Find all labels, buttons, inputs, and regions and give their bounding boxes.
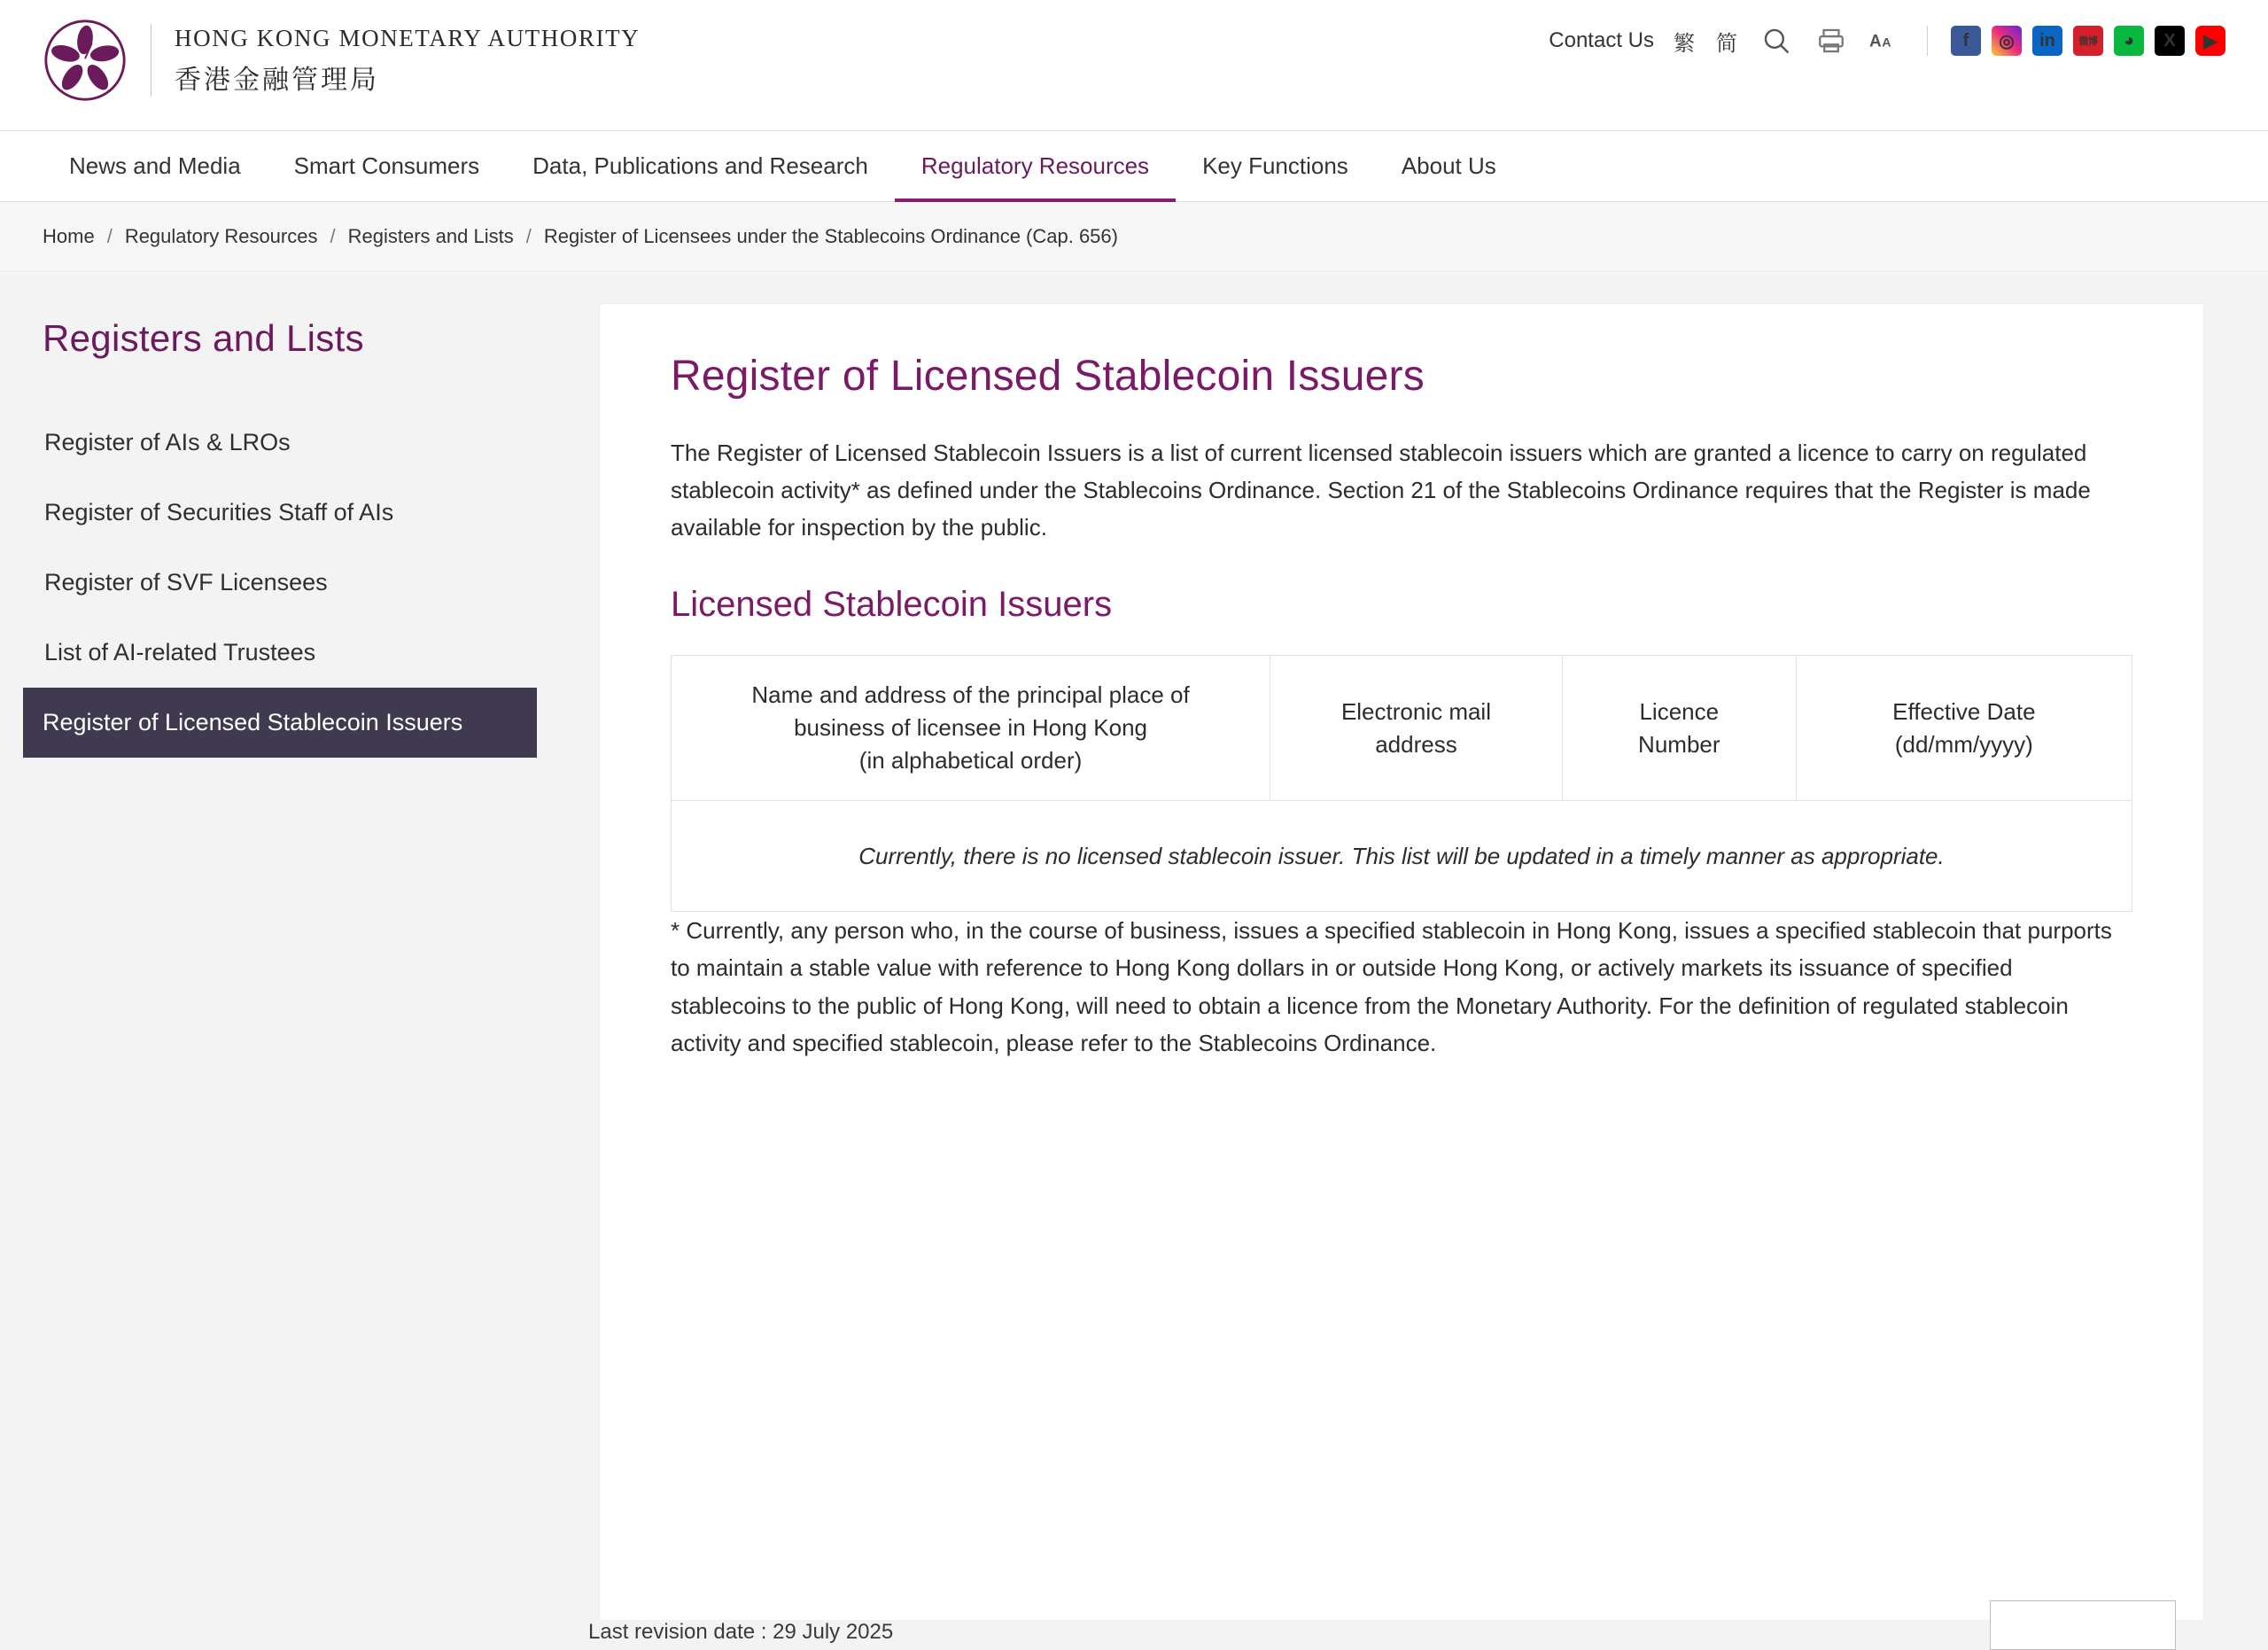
header-line: Name and address of the principal place of — [751, 681, 1190, 709]
nav-item-news-and-media[interactable]: News and Media — [69, 152, 241, 179]
main-content — [599, 303, 2204, 1650]
svg-text:A: A — [1882, 35, 1891, 51]
utility-divider — [1927, 26, 1928, 56]
header-line: (in alphabetical order) — [858, 747, 1083, 774]
table-header-effective-date — [1796, 656, 2132, 801]
breadcrumb-item-home[interactable]: Home — [43, 224, 95, 247]
brand-block[interactable] — [43, 18, 640, 103]
nav-item-data-publications-and-research[interactable]: Data, Publications and Research — [532, 152, 868, 179]
x-twitter-icon[interactable]: X — [2155, 26, 2185, 56]
linkedin-icon[interactable]: in — [2032, 26, 2062, 56]
breadcrumb — [0, 202, 2268, 271]
header-line: Number — [1638, 730, 1720, 758]
utility-bar — [1549, 23, 2225, 58]
table-row — [672, 801, 2132, 912]
sidebar-item-register-of-svf-licensees[interactable]: Register of SVF Licensees — [44, 569, 328, 596]
weibo-icon[interactable]: 微博 — [2073, 26, 2103, 56]
footnote-text: * Currently, any person who, in the course of business, issues a specified stablecoin in Hong Kong, issues a specified stablecoin that purports to maintain a stable value with reference to Hong Kong dollars in or outside Hong Kong, or actively markets its issuance of specified stablecoins to the public of Hong Kong, will need to obtain a licence from the Monetary Authority. For the definition of regulated stablecoin activity and specified stablecoin, please refer to the Stablecoins Ordinance. — [671, 917, 2112, 1056]
section-title-licensed-stablecoin-issuers: Licensed Stablecoin Issuers — [671, 585, 1113, 625]
sidebar-list — [43, 408, 542, 758]
contact-us-link[interactable]: Contact Us — [1549, 28, 1654, 52]
licensed-issuers-table — [671, 655, 2132, 912]
nav-item-key-functions[interactable]: Key Functions — [1202, 152, 1348, 179]
page-body — [0, 271, 2268, 1650]
header-line: Effective Date — [1892, 697, 2036, 725]
facebook-icon[interactable]: f — [1951, 26, 1981, 56]
sidebar-item-register-of-securities-staff[interactable]: Register of Securities Staff of AIs — [44, 499, 394, 526]
page-title: Register of Licensed Stablecoin Issuers — [671, 353, 1425, 400]
site-header — [0, 0, 2268, 131]
sidebar — [0, 271, 585, 1650]
lang-simplified-link[interactable]: 简 — [1716, 31, 1739, 56]
table-body — [672, 801, 2132, 912]
brand-text — [175, 25, 640, 97]
header-line: Electronic mail — [1340, 697, 1491, 725]
nav-item-regulatory-resources[interactable]: Regulatory Resources — [895, 131, 1176, 201]
header-line: business of licensee in Hong Kong — [794, 714, 1147, 742]
table-header-name-address — [672, 656, 1270, 801]
table-head — [672, 656, 2132, 801]
printer-icon[interactable] — [1814, 23, 1849, 58]
last-revision-date: Last revision date : 29 July 2025 — [588, 1620, 894, 1644]
breadcrumb-item-current: Register of Licensees under the Stablecoins Ordinance (Cap. 656) — [543, 224, 1118, 247]
intro-paragraph: The Register of Licensed Stablecoin Issuers is a list of current licensed stablecoin issuers which are granted a licence to carry on regulated stablecoin activity* as defined under the Stablecoins Ordinance. Section 21 of the Stablecoins Ordinance requires that the Register is made available for inspection by the public. — [671, 440, 2091, 541]
main-navigation — [0, 131, 2268, 202]
sidebar-item-register-of-ais-lros[interactable]: Register of AIs & LROs — [44, 429, 291, 455]
nav-item-about-us[interactable]: About Us — [1401, 152, 1496, 179]
social-links — [1951, 26, 2225, 56]
lang-traditional-link[interactable]: 繁 — [1674, 31, 1697, 56]
header-line: address — [1375, 730, 1457, 758]
youtube-icon[interactable]: ▶ — [2195, 26, 2225, 56]
breadcrumb-item-regulatory-resources[interactable]: Regulatory Resources — [124, 224, 318, 247]
text-size-icon[interactable] — [1868, 23, 1904, 58]
bauhinia-flower-logo-icon[interactable] — [43, 18, 128, 103]
table-header-email — [1270, 656, 1563, 801]
header-line: (dd/mm/yyyy) — [1894, 730, 2033, 758]
header-line: Licence — [1639, 697, 1720, 725]
footer-strip — [0, 1620, 2268, 1650]
instagram-icon[interactable]: ◎ — [1992, 26, 2022, 56]
org-name-en: HONG KONG MONETARY AUTHORITY — [175, 24, 641, 51]
search-icon[interactable] — [1759, 23, 1794, 58]
table-header-licence-number — [1562, 656, 1796, 801]
sidebar-item-register-of-licensed-stablecoin-issuers[interactable]: Register of Licensed Stablecoin Issuers — [23, 688, 537, 758]
org-name-zh: 香港金融管理局 — [175, 65, 379, 95]
svg-text:A: A — [1869, 32, 1882, 51]
breadcrumb-separator: / — [525, 224, 532, 247]
table-header-row — [672, 656, 2132, 801]
sidebar-item-list-of-ai-related-trustees[interactable]: List of AI-related Trustees — [44, 639, 316, 666]
sidebar-title: Registers and Lists — [43, 317, 364, 359]
footer-button[interactable] — [1990, 1600, 2176, 1650]
breadcrumb-item-registers-and-lists[interactable]: Registers and Lists — [347, 224, 514, 247]
table-empty-message: Currently, there is no licensed stablecoin issuer. This list will be updated in a timely manner as appropriate. — [672, 801, 2132, 912]
breadcrumb-separator: / — [106, 224, 113, 247]
wechat-icon[interactable]: ◕ — [2114, 26, 2144, 56]
breadcrumb-separator: / — [330, 224, 336, 247]
nav-item-smart-consumers[interactable]: Smart Consumers — [293, 152, 480, 179]
